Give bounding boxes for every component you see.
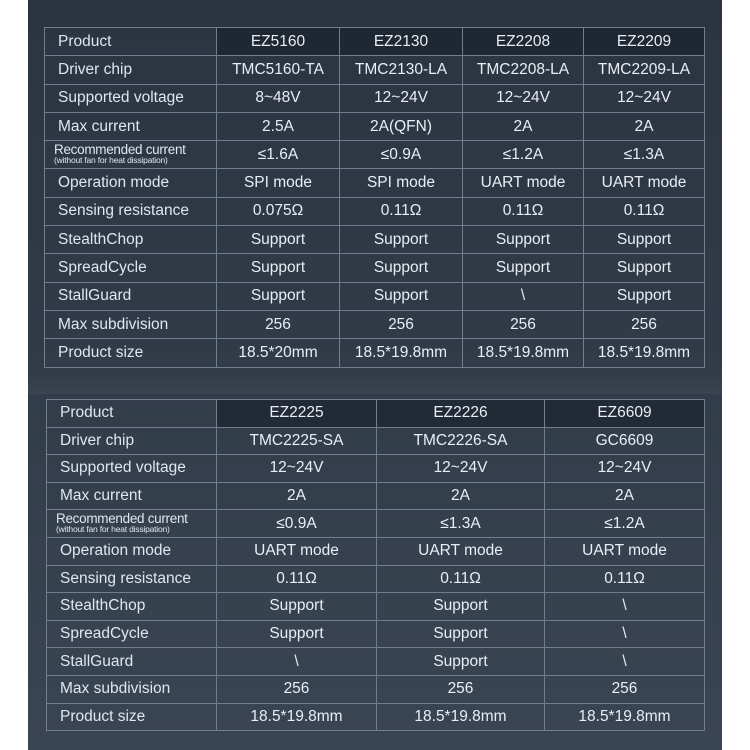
spec-cell: Support	[377, 593, 545, 621]
table-row	[45, 310, 705, 338]
row-label: SpreadCycle	[45, 254, 217, 282]
spec-cell: 12~24V	[463, 84, 584, 112]
spec-cell: 0.11Ω	[377, 565, 545, 593]
spec-cell: TMC2208-LA	[463, 56, 584, 84]
spec-table-2	[46, 399, 705, 731]
row-label	[45, 141, 217, 169]
row-label: SpreadCycle	[47, 620, 217, 648]
table-row	[45, 226, 705, 254]
spec-cell: UART mode	[463, 169, 584, 197]
row-label: StallGuard	[47, 648, 217, 676]
spec-cell: Support	[584, 226, 705, 254]
row-label: Max subdivision	[47, 675, 217, 703]
row-label: StealthChop	[47, 593, 217, 621]
spec-cell: TMC2226-SA	[377, 427, 545, 455]
table-row	[45, 84, 705, 112]
spec-cell: 0.11Ω	[217, 565, 377, 593]
spec-cell: ≤0.9A	[340, 141, 463, 169]
spec-cell: Support	[217, 620, 377, 648]
row-label: Max current	[45, 112, 217, 140]
table-row	[47, 455, 705, 483]
product-column-header: EZ2209	[584, 28, 705, 56]
spec-cell: Support	[340, 254, 463, 282]
spec-cell: TMC5160-TA	[217, 56, 340, 84]
table-row	[47, 593, 705, 621]
product-column-header: EZ2208	[463, 28, 584, 56]
spec-cell: 2A	[463, 112, 584, 140]
spec-cell: \	[545, 648, 705, 676]
table-row	[45, 339, 705, 367]
spec-cell: 12~24V	[377, 455, 545, 483]
spec-cell: 18.5*19.8mm	[340, 339, 463, 367]
table-row	[45, 56, 705, 84]
spec-cell: Support	[377, 620, 545, 648]
table-row	[47, 675, 705, 703]
spec-cell: 0.11Ω	[584, 197, 705, 225]
spec-cell: Support	[584, 254, 705, 282]
spec-cell: UART mode	[584, 169, 705, 197]
row-label: StealthChop	[45, 226, 217, 254]
spec-cell: ≤1.2A	[545, 510, 705, 538]
table-row	[45, 169, 705, 197]
spec-cell: ≤1.2A	[463, 141, 584, 169]
spec-cell: 12~24V	[217, 455, 377, 483]
table-row	[45, 197, 705, 225]
product-header-label: Product	[47, 400, 217, 428]
spec-cell: \	[545, 620, 705, 648]
row-label: Driver chip	[45, 56, 217, 84]
spec-cell: 12~24V	[584, 84, 705, 112]
product-column-header: EZ6609	[545, 400, 705, 428]
spec-cell: 2A	[584, 112, 705, 140]
spec-cell: 2A	[545, 482, 705, 510]
table-row	[47, 482, 705, 510]
table-row	[45, 282, 705, 310]
spec-cell: TMC2225-SA	[217, 427, 377, 455]
table-row	[47, 510, 705, 538]
product-column-header: EZ2225	[217, 400, 377, 428]
table-row	[47, 620, 705, 648]
spec-cell: Support	[340, 282, 463, 310]
table-header-row	[47, 400, 705, 428]
spec-cell: \	[545, 593, 705, 621]
spec-cell: 18.5*19.8mm	[545, 703, 705, 731]
spec-cell: Support	[217, 226, 340, 254]
spec-cell: 0.075Ω	[217, 197, 340, 225]
row-label: Max subdivision	[45, 310, 217, 338]
spec-cell: GC6609	[545, 427, 705, 455]
spec-cell: 2A	[217, 482, 377, 510]
spec-table-1	[44, 27, 705, 368]
table-row	[47, 648, 705, 676]
spec-cell: 18.5*19.8mm	[377, 703, 545, 731]
row-label: Product size	[45, 339, 217, 367]
table-header-row	[45, 28, 705, 56]
section-divider	[28, 370, 722, 394]
spec-cell: SPI mode	[217, 169, 340, 197]
spec-cell: 0.11Ω	[463, 197, 584, 225]
row-label-main: Recommended current	[56, 510, 188, 526]
row-label: StallGuard	[45, 282, 217, 310]
row-label-note: (without fan for heat dissipation)	[56, 523, 170, 534]
spec-cell: 2A	[377, 482, 545, 510]
spec-cell: 8~48V	[217, 84, 340, 112]
spec-cell: Support	[217, 593, 377, 621]
row-label: Sensing resistance	[45, 197, 217, 225]
spec-cell: 256	[217, 310, 340, 338]
product-column-header: EZ5160	[217, 28, 340, 56]
spec-cell: Support	[217, 254, 340, 282]
row-label: Sensing resistance	[47, 565, 217, 593]
spec-cell: 18.5*19.8mm	[584, 339, 705, 367]
spec-cell: 2A(QFN)	[340, 112, 463, 140]
spec-cell: UART mode	[545, 537, 705, 565]
spec-cell: 256	[217, 675, 377, 703]
product-column-header: EZ2226	[377, 400, 545, 428]
row-label: Max current	[47, 482, 217, 510]
spec-cell: ≤1.6A	[217, 141, 340, 169]
spec-cell: 12~24V	[340, 84, 463, 112]
spec-cell: 0.11Ω	[545, 565, 705, 593]
spec-cell: 256	[340, 310, 463, 338]
spec-cell: UART mode	[377, 537, 545, 565]
table-row	[45, 141, 705, 169]
row-label	[47, 510, 217, 538]
table-row	[47, 537, 705, 565]
spec-cell: 2.5A	[217, 112, 340, 140]
spec-cell: TMC2130-LA	[340, 56, 463, 84]
spec-cell: \	[463, 282, 584, 310]
spec-cell: Support	[584, 282, 705, 310]
spec-cell: ≤1.3A	[377, 510, 545, 538]
spec-cell: ≤1.3A	[584, 141, 705, 169]
row-label: Operation mode	[47, 537, 217, 565]
spec-cell: TMC2209-LA	[584, 56, 705, 84]
row-label: Supported voltage	[47, 455, 217, 483]
spec-cell: 18.5*19.8mm	[217, 703, 377, 731]
spec-cell: 0.11Ω	[340, 197, 463, 225]
table-row	[45, 112, 705, 140]
product-header-label: Product	[45, 28, 217, 56]
spec-cell: 256	[545, 675, 705, 703]
spec-cell: SPI mode	[340, 169, 463, 197]
spec-cell: Support	[463, 226, 584, 254]
spec-cell: Support	[377, 648, 545, 676]
row-label: Product size	[47, 703, 217, 731]
spec-cell: \	[217, 648, 377, 676]
spec-cell: Support	[463, 254, 584, 282]
row-label: Operation mode	[45, 169, 217, 197]
spec-cell: Support	[217, 282, 340, 310]
row-label-main: Recommended current	[54, 141, 186, 157]
table-row	[47, 565, 705, 593]
product-column-header: EZ2130	[340, 28, 463, 56]
spec-cell: UART mode	[217, 537, 377, 565]
spec-cell: Support	[340, 226, 463, 254]
row-label: Supported voltage	[45, 84, 217, 112]
spec-cell: 18.5*20mm	[217, 339, 340, 367]
spec-cell: 12~24V	[545, 455, 705, 483]
table-row	[47, 427, 705, 455]
spec-cell: 256	[463, 310, 584, 338]
table-row	[45, 254, 705, 282]
spec-cell: ≤0.9A	[217, 510, 377, 538]
spec-cell: 256	[377, 675, 545, 703]
table-row	[47, 703, 705, 731]
spec-cell: 18.5*19.8mm	[463, 339, 584, 367]
spec-cell: 256	[584, 310, 705, 338]
row-label: Driver chip	[47, 427, 217, 455]
row-label-note: (without fan for heat dissipation)	[54, 154, 168, 165]
